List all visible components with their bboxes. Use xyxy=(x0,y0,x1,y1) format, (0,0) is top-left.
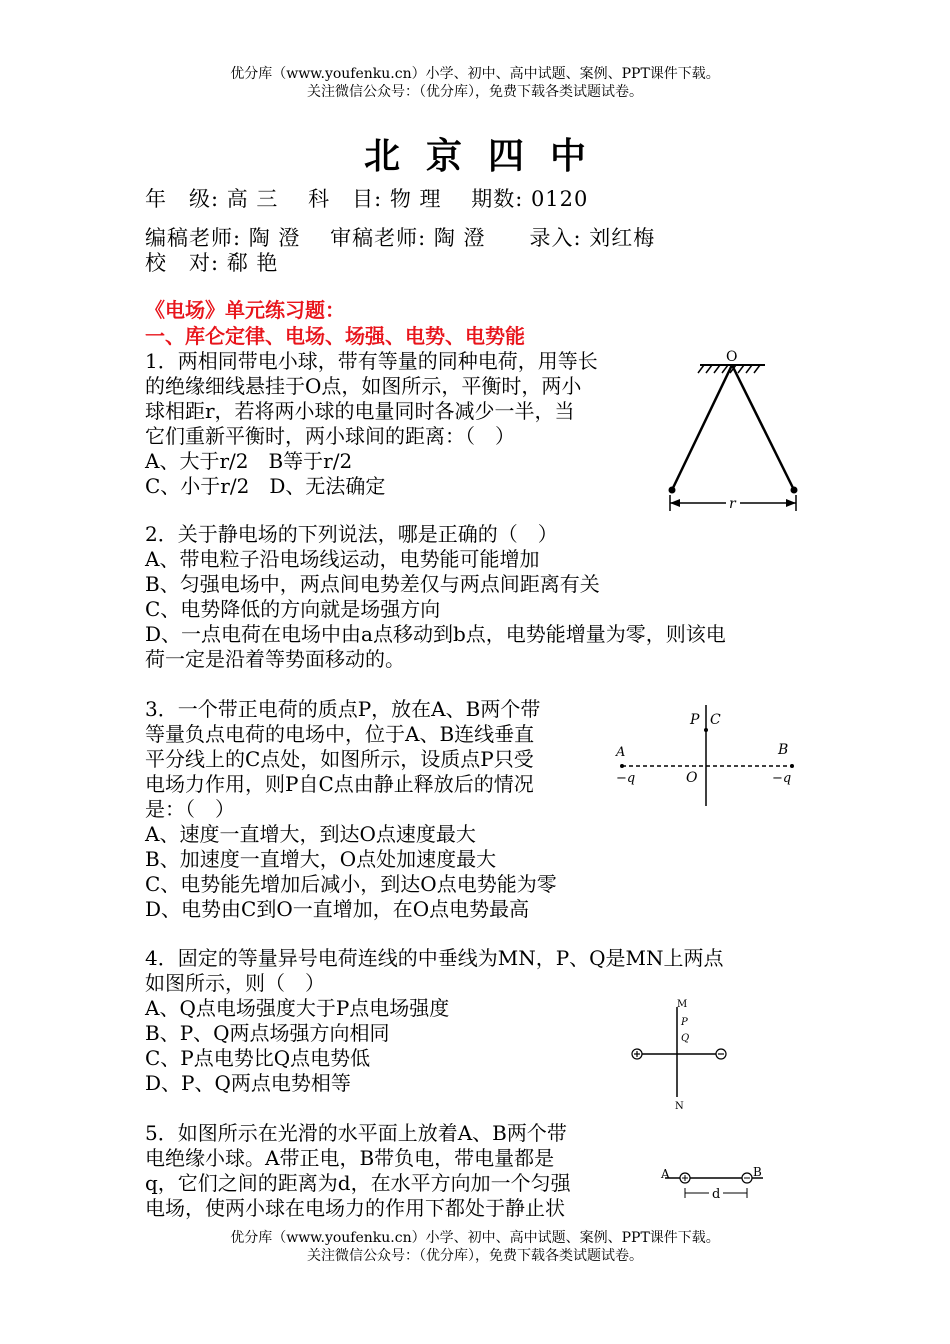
q3-line-5: 是：（ ） xyxy=(145,797,235,821)
q3-option-c: C、电势能先增加后减小，到达O点电势能为零 xyxy=(145,872,557,896)
q3-label-o: O xyxy=(686,770,698,786)
q2-option-b: B、匀强电场中，两点间电势差仅与两点间距离有关 xyxy=(145,572,600,596)
q3-line-1: 3．一个带正电荷的质点P，放在A、B两个带 xyxy=(145,697,541,721)
q5-line-4: 电场，使两小球在电场力的作用下都处于静止状 xyxy=(145,1196,565,1220)
q5-balls-figure xyxy=(655,1162,770,1202)
page-title: 北京四中 xyxy=(363,135,612,177)
q1-option-ab: A、大于r/2 B等于r/2 xyxy=(145,449,353,473)
q2-option-c: C、电势降低的方向就是场强方向 xyxy=(145,597,441,621)
q1-line-1: 1．两相同带电小球，带有等量的同种电荷，用等长 xyxy=(145,349,598,373)
q2-option-a: A、带电粒子沿电场线运动，电势能可能增加 xyxy=(145,547,540,571)
q4-dipole-figure xyxy=(625,995,735,1113)
q3-charges-figure xyxy=(612,700,802,810)
q1-line-4: 它们重新平衡时，两小球间的距离：（ ） xyxy=(145,424,515,448)
q2-option-d-2: 荷一定是沿着等势面移动的。 xyxy=(145,647,405,671)
q3-label-c: C xyxy=(710,712,721,728)
meta-row-editors: 编稿老师: 陶 澄 审稿老师: 陶 澄 录入: 刘红梅 xyxy=(145,226,656,250)
q5-label-d: d xyxy=(712,1187,721,1202)
q2-stem: 2．关于静电场的下列说法，哪是正确的（ ） xyxy=(145,522,558,546)
section-heading: 《电场》单元练习题： xyxy=(145,298,345,322)
footer-line-1: 优分库（www.youfenku.cn）小学、初中、高中试题、案例、PPT课件下载。 xyxy=(230,1230,720,1246)
q5-line-3: q，它们之间的距离为d，在水平方向加一个匀强 xyxy=(145,1171,571,1195)
q4-option-b: B、P、Q两点场强方向相同 xyxy=(145,1021,390,1045)
q3-label-b: B xyxy=(778,742,789,758)
header-line-2: 关注微信公众号：（优分库），免费下载各类试题试卷。 xyxy=(307,84,643,100)
q3-label-qa: −q xyxy=(616,771,636,786)
q5-line-1: 5．如图所示在光滑的水平面上放着A、B两个带 xyxy=(145,1121,567,1145)
footer-line-2: 关注微信公众号：（优分库），免费下载各类试题试卷。 xyxy=(307,1248,643,1264)
section-subheading: 一、库仑定律、电场、场强、电势、电势能 xyxy=(145,324,525,348)
q4-label-p: P xyxy=(681,1017,688,1028)
q1-pendulum-figure xyxy=(660,345,810,515)
q4-option-c: C、P点电势比Q点电势低 xyxy=(145,1046,371,1070)
q4-label-n: N xyxy=(675,1101,684,1112)
meta-row-proofreader: 校 对: 郗 艳 xyxy=(145,251,279,275)
q3-label-p: P xyxy=(690,712,700,728)
q1-label-o: O xyxy=(726,349,738,365)
q3-line-2: 等量负点电荷的电场中，位于A、B连线垂直 xyxy=(145,722,535,746)
q1-label-r: r xyxy=(729,496,736,512)
meta-row-grade: 年 级: 高 三 科 目: 物 理 期数: 0120 xyxy=(145,187,589,211)
q2-option-d-1: D、一点电荷在电场中由a点移动到b点，电势能增量为零，则该电 xyxy=(145,622,726,646)
q3-option-b: B、加速度一直增大，O点处加速度最大 xyxy=(145,847,497,871)
q3-option-a: A、速度一直增大，到达O点速度最大 xyxy=(145,822,476,846)
q1-option-cd: C、小于r/2 D、无法确定 xyxy=(145,474,386,498)
q3-label-qb: −q xyxy=(772,771,792,786)
q1-line-3: 球相距r，若将两小球的电量同时各减少一半，当 xyxy=(145,399,575,423)
header-line-1: 优分库（www.youfenku.cn）小学、初中、高中试题、案例、PPT课件下载。 xyxy=(230,66,720,82)
q4-label-q: Q xyxy=(681,1033,690,1044)
q4-label-m: M xyxy=(677,999,688,1010)
q4-option-d: D、P、Q两点电势相等 xyxy=(145,1071,351,1095)
q3-option-d: D、电势由C到O一直增加，在O点电势最高 xyxy=(145,897,530,921)
q4-line-2: 如图所示，则（ ） xyxy=(145,971,325,995)
q4-option-a: A、Q点电场强度大于P点电场强度 xyxy=(145,996,450,1020)
q3-line-3: 平分线上的C点处，如图所示，设质点P只受 xyxy=(145,747,534,771)
q4-line-1: 4．固定的等量异号电荷连线的中垂线为MN，P、Q是MN上两点 xyxy=(145,946,724,970)
q3-line-4: 电场力作用，则P自C点由静止释放后的情况 xyxy=(145,772,534,796)
q3-label-a: A xyxy=(616,745,626,760)
q1-line-2: 的绝缘细线悬挂于O点，如图所示，平衡时，两小 xyxy=(145,374,582,398)
q5-line-2: 电绝缘小球。A带正电，B带负电，带电量都是 xyxy=(145,1146,555,1170)
q5-label-b: B xyxy=(753,1165,762,1179)
q5-label-a: A xyxy=(661,1167,670,1181)
